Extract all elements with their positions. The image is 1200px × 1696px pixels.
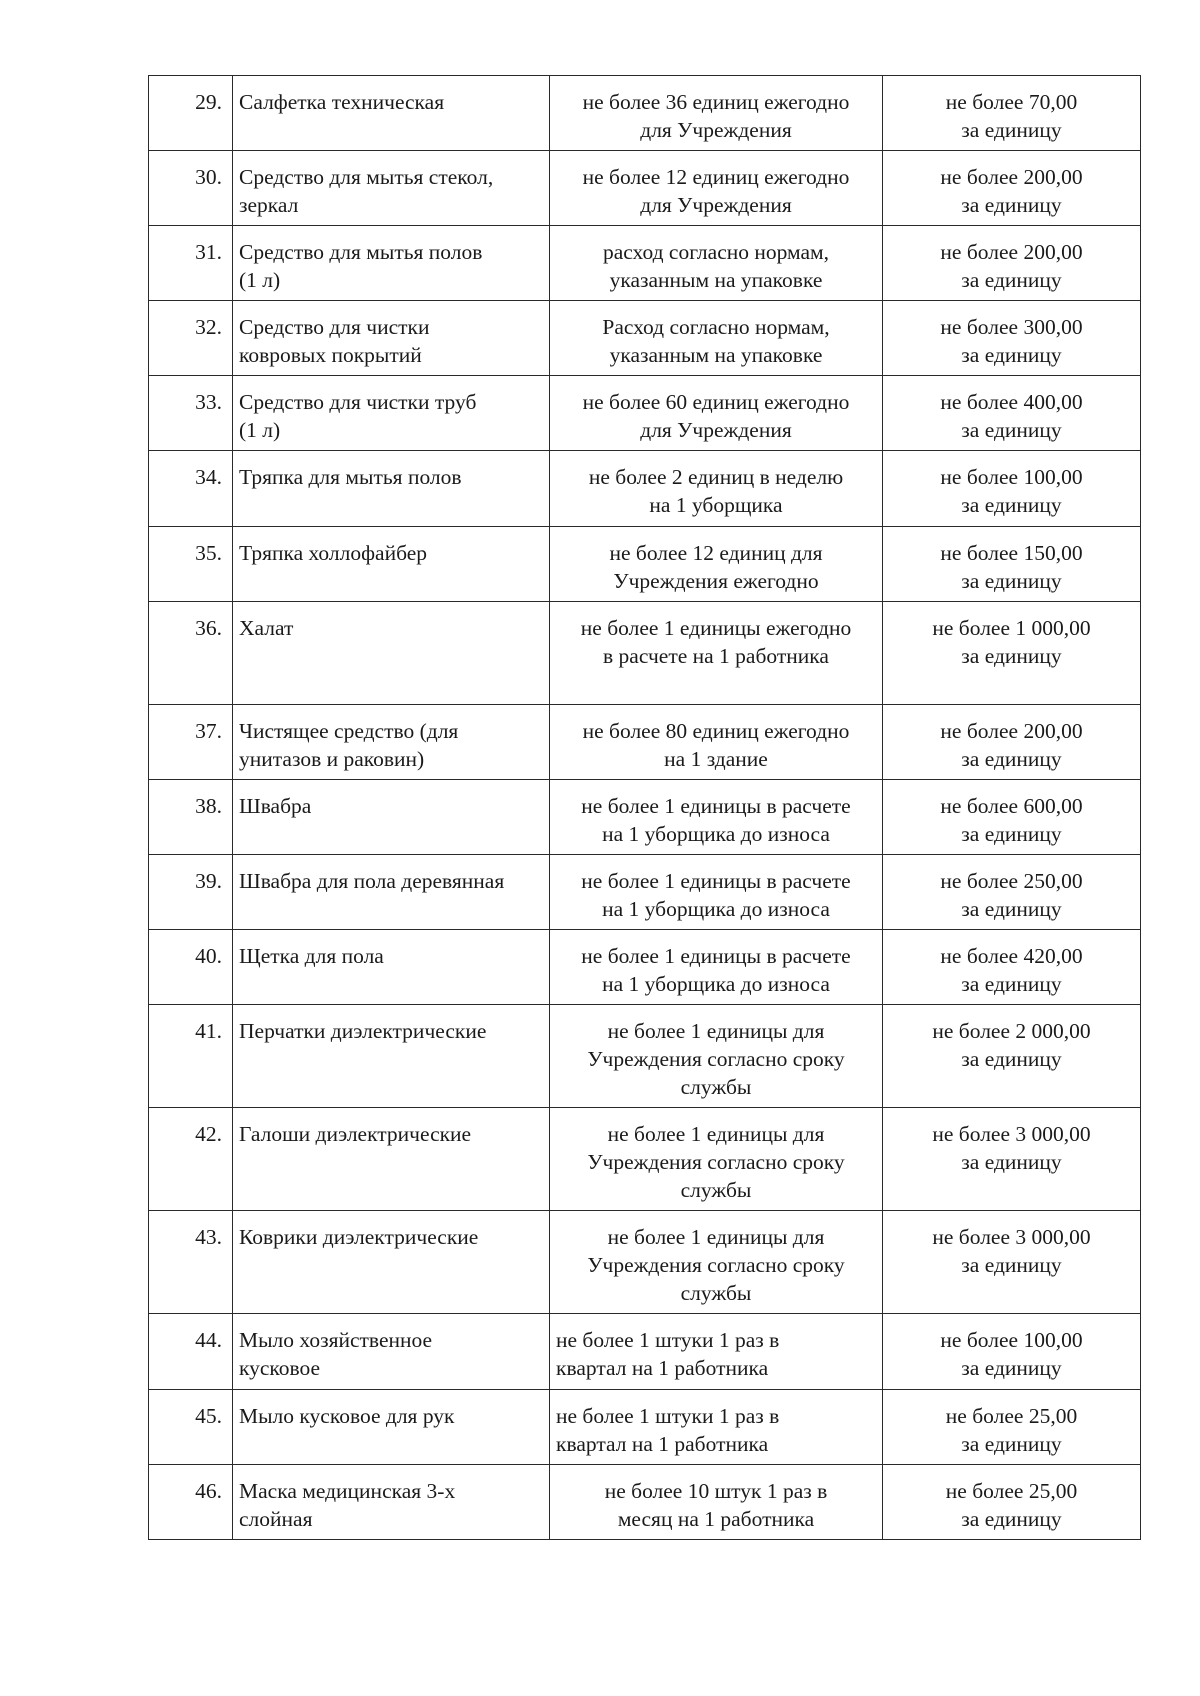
item-name-line: (1 л)	[239, 268, 281, 292]
price-limit-line: за единицу	[961, 822, 1062, 846]
quantity-norm-line: расход согласно нормам,	[602, 240, 830, 264]
item-name-line: Тряпка холлофайбер	[239, 541, 428, 565]
quantity-norm-line: не более 12 единиц ежегодно	[582, 165, 850, 189]
price-limit-cell	[883, 780, 1141, 855]
price-limit-line: не более 300,00	[940, 315, 1083, 339]
row-number: 42.	[149, 1108, 233, 1211]
quantity-norm-line: в расчете на 1 работника	[603, 644, 829, 668]
price-limit-line: за единицу	[961, 1150, 1062, 1174]
quantity-norm-cell	[550, 855, 883, 930]
price-limit-line: не более 400,00	[940, 390, 1083, 414]
price-limit-cell	[883, 151, 1141, 226]
item-name-cell	[233, 1211, 550, 1314]
price-limit-line: не более 600,00	[940, 794, 1083, 818]
row-number: 38.	[149, 780, 233, 855]
price-limit-cell	[883, 855, 1141, 930]
table-row	[149, 1390, 1141, 1465]
item-name-line: Халат	[239, 616, 294, 640]
item-name-line: Мыло кусковое для рук	[239, 1404, 455, 1428]
quantity-norm-line: месяц на 1 работника	[617, 1507, 815, 1531]
item-name-line: (1 л)	[239, 418, 281, 442]
row-number: 30.	[149, 151, 233, 226]
price-limit-line: за единицу	[961, 268, 1062, 292]
quantity-norm-line: не более 80 единиц ежегодно	[582, 719, 850, 743]
quantity-norm-cell	[550, 1465, 883, 1540]
item-name-line: Маска медицинская 3-х	[239, 1479, 456, 1503]
row-number: 36.	[149, 602, 233, 705]
quantity-norm-line: Расход согласно нормам,	[602, 315, 830, 339]
price-limit-cell	[883, 930, 1141, 1005]
price-limit-line: не более 3 000,00	[932, 1225, 1091, 1249]
quantity-norm-cell	[550, 1390, 883, 1465]
item-name-line: Чистящее средство (для	[239, 719, 459, 743]
table-row	[149, 301, 1141, 376]
quantity-norm-line: на 1 здание	[664, 747, 768, 771]
quantity-norm-line: указанным на упаковке	[609, 268, 823, 292]
item-name-cell	[233, 1390, 550, 1465]
item-name-cell	[233, 1314, 550, 1390]
price-limit-line: за единицу	[961, 1356, 1062, 1380]
price-limit-line: за единицу	[961, 1432, 1062, 1456]
price-limit-line: не более 1 000,00	[932, 616, 1091, 640]
quantity-norm-line: на 1 уборщика до износа	[602, 822, 830, 846]
quantity-norm-line: службы	[680, 1281, 752, 1305]
price-limit-cell	[883, 527, 1141, 602]
item-name-cell	[233, 151, 550, 226]
price-limit-cell	[883, 1314, 1141, 1390]
price-limit-line: за единицу	[961, 747, 1062, 771]
item-name-line: кусковое	[239, 1356, 321, 1380]
quantity-norm-line: не более 1 единицы в расчете	[581, 944, 851, 968]
item-name-cell	[233, 376, 550, 451]
price-limit-cell	[883, 602, 1141, 705]
item-name-line: Щетка для пола	[239, 944, 384, 968]
quantity-norm-cell	[550, 1314, 883, 1390]
item-name-line: унитазов и раковин)	[239, 747, 425, 771]
item-name-line: Галоши диэлектрические	[239, 1122, 472, 1146]
price-limit-cell	[883, 301, 1141, 376]
table-row	[149, 451, 1141, 527]
price-limit-line: за единицу	[961, 1253, 1062, 1277]
quantity-norm-line: не более 1 единицы в расчете	[581, 869, 851, 893]
table-row	[149, 930, 1141, 1005]
row-number: 35.	[149, 527, 233, 602]
item-name-line: слойная	[239, 1507, 313, 1531]
table-row	[149, 376, 1141, 451]
quantity-norm-cell	[550, 451, 883, 527]
price-limit-line: не более 70,00	[945, 90, 1078, 114]
price-limit-line: не более 100,00	[940, 465, 1083, 489]
quantity-norm-line: квартал на 1 работника	[556, 1356, 769, 1380]
quantity-norm-line: Учреждения согласно сроку	[587, 1150, 845, 1174]
quantity-norm-line: Учреждения ежегодно	[613, 569, 819, 593]
table-row	[149, 76, 1141, 151]
item-name-cell	[233, 1005, 550, 1108]
quantity-norm-cell	[550, 376, 883, 451]
price-limit-line: не более 200,00	[940, 719, 1083, 743]
table-row	[149, 527, 1141, 602]
price-limit-line: не более 100,00	[940, 1328, 1083, 1352]
item-name-cell	[233, 451, 550, 527]
quantity-norm-line: на 1 уборщика до износа	[602, 972, 830, 996]
table-row	[149, 1108, 1141, 1211]
quantity-norm-cell	[550, 226, 883, 301]
row-number: 39.	[149, 855, 233, 930]
quantity-norm-cell	[550, 151, 883, 226]
quantity-norm-cell	[550, 602, 883, 705]
item-name-line: Швабра	[239, 794, 312, 818]
price-limit-line: не более 200,00	[940, 165, 1083, 189]
price-limit-cell	[883, 376, 1141, 451]
price-limit-line: не более 420,00	[940, 944, 1083, 968]
item-name-line: Швабра для пола деревянная	[239, 869, 505, 893]
row-number: 32.	[149, 301, 233, 376]
table-row	[149, 1211, 1141, 1314]
quantity-norm-cell	[550, 780, 883, 855]
item-name-cell	[233, 226, 550, 301]
quantity-norm-line: квартал на 1 работника	[556, 1432, 769, 1456]
price-limit-line: за единицу	[961, 972, 1062, 996]
norms-table	[148, 75, 1141, 1540]
price-limit-line: не более 25,00	[945, 1479, 1078, 1503]
row-number: 34.	[149, 451, 233, 527]
table-row	[149, 1465, 1141, 1540]
item-name-line: Средство для чистки	[239, 315, 430, 339]
item-name-cell	[233, 780, 550, 855]
quantity-norm-line: не более 10 штук 1 раз в	[604, 1479, 828, 1503]
quantity-norm-line: не более 1 единицы для	[607, 1019, 825, 1043]
quantity-norm-cell	[550, 301, 883, 376]
quantity-norm-line: не более 1 единицы в расчете	[581, 794, 851, 818]
item-name-cell	[233, 527, 550, 602]
quantity-norm-line: не более 1 штуки 1 раз в	[556, 1404, 780, 1428]
item-name-line: зеркал	[239, 193, 299, 217]
quantity-norm-line: не более 1 единицы для	[607, 1225, 825, 1249]
item-name-cell	[233, 705, 550, 780]
price-limit-line: не более 200,00	[940, 240, 1083, 264]
row-number: 37.	[149, 705, 233, 780]
quantity-norm-line: для Учреждения	[640, 118, 792, 142]
table-row	[149, 151, 1141, 226]
price-limit-cell	[883, 76, 1141, 151]
item-name-cell	[233, 301, 550, 376]
table-row	[149, 602, 1141, 705]
row-number: 41.	[149, 1005, 233, 1108]
quantity-norm-cell	[550, 1005, 883, 1108]
quantity-norm-line: не более 1 штуки 1 раз в	[556, 1328, 780, 1352]
price-limit-line: не более 3 000,00	[932, 1122, 1091, 1146]
row-number: 45.	[149, 1390, 233, 1465]
price-limit-cell	[883, 1465, 1141, 1540]
item-name-line: Средство для мытья стекол,	[239, 165, 494, 189]
table-row	[149, 855, 1141, 930]
quantity-norm-line: не более 36 единиц ежегодно	[582, 90, 850, 114]
price-limit-line: не более 2 000,00	[932, 1019, 1091, 1043]
quantity-norm-cell	[550, 1108, 883, 1211]
price-limit-line: за единицу	[961, 343, 1062, 367]
row-number: 33.	[149, 376, 233, 451]
quantity-norm-cell	[550, 527, 883, 602]
price-limit-cell	[883, 1108, 1141, 1211]
quantity-norm-line: указанным на упаковке	[609, 343, 823, 367]
price-limit-line: за единицу	[961, 118, 1062, 142]
quantity-norm-cell	[550, 1211, 883, 1314]
item-name-cell	[233, 602, 550, 705]
price-limit-line: за единицу	[961, 1507, 1062, 1531]
price-limit-line: за единицу	[961, 1047, 1062, 1071]
quantity-norm-cell	[550, 930, 883, 1005]
price-limit-line: за единицу	[961, 569, 1062, 593]
item-name-line: Тряпка для мытья полов	[239, 465, 462, 489]
item-name-line: Салфетка техническая	[239, 90, 445, 114]
item-name-line: Средство для чистки труб	[239, 390, 477, 414]
price-limit-cell	[883, 451, 1141, 527]
table-row	[149, 226, 1141, 301]
item-name-line: Средство для мытья полов	[239, 240, 483, 264]
item-name-cell	[233, 855, 550, 930]
item-name-cell	[233, 76, 550, 151]
price-limit-line: за единицу	[961, 418, 1062, 442]
quantity-norm-line: Учреждения согласно сроку	[587, 1253, 845, 1277]
item-name-cell	[233, 930, 550, 1005]
row-number: 46.	[149, 1465, 233, 1540]
price-limit-cell	[883, 705, 1141, 780]
quantity-norm-line: для Учреждения	[640, 418, 792, 442]
item-name-line: Мыло хозяйственное	[239, 1328, 433, 1352]
price-limit-line: за единицу	[961, 193, 1062, 217]
item-name-line: Перчатки диэлектрические	[239, 1019, 487, 1043]
price-limit-line: за единицу	[961, 897, 1062, 921]
norms-table-body	[149, 76, 1141, 1540]
table-row	[149, 1005, 1141, 1108]
price-limit-cell	[883, 1211, 1141, 1314]
row-number: 44.	[149, 1314, 233, 1390]
quantity-norm-line: на 1 уборщика	[649, 493, 783, 517]
price-limit-cell	[883, 226, 1141, 301]
table-row	[149, 1314, 1141, 1390]
item-name-line: ковровых покрытий	[239, 343, 422, 367]
quantity-norm-line: службы	[680, 1178, 752, 1202]
quantity-norm-line: не более 1 единицы ежегодно	[580, 616, 852, 640]
price-limit-line: за единицу	[961, 493, 1062, 517]
quantity-norm-line: не более 60 единиц ежегодно	[582, 390, 850, 414]
quantity-norm-cell	[550, 76, 883, 151]
quantity-norm-line: для Учреждения	[640, 193, 792, 217]
price-limit-line: не более 250,00	[940, 869, 1083, 893]
price-limit-cell	[883, 1005, 1141, 1108]
table-row	[149, 780, 1141, 855]
quantity-norm-line: на 1 уборщика до износа	[602, 897, 830, 921]
quantity-norm-line: службы	[680, 1075, 752, 1099]
item-name-cell	[233, 1108, 550, 1211]
quantity-norm-line: не более 2 единиц в неделю	[588, 465, 844, 489]
row-number: 43.	[149, 1211, 233, 1314]
price-limit-cell	[883, 1390, 1141, 1465]
price-limit-line: не более 150,00	[940, 541, 1083, 565]
table-row	[149, 705, 1141, 780]
quantity-norm-line: не более 12 единиц для	[609, 541, 823, 565]
item-name-line: Коврики диэлектрические	[239, 1225, 479, 1249]
price-limit-line: за единицу	[961, 644, 1062, 668]
row-number: 31.	[149, 226, 233, 301]
quantity-norm-cell	[550, 705, 883, 780]
quantity-norm-line: не более 1 единицы для	[607, 1122, 825, 1146]
row-number: 29.	[149, 76, 233, 151]
item-name-cell	[233, 1465, 550, 1540]
row-number: 40.	[149, 930, 233, 1005]
quantity-norm-line: Учреждения согласно сроку	[587, 1047, 845, 1071]
price-limit-line: не более 25,00	[945, 1404, 1078, 1428]
